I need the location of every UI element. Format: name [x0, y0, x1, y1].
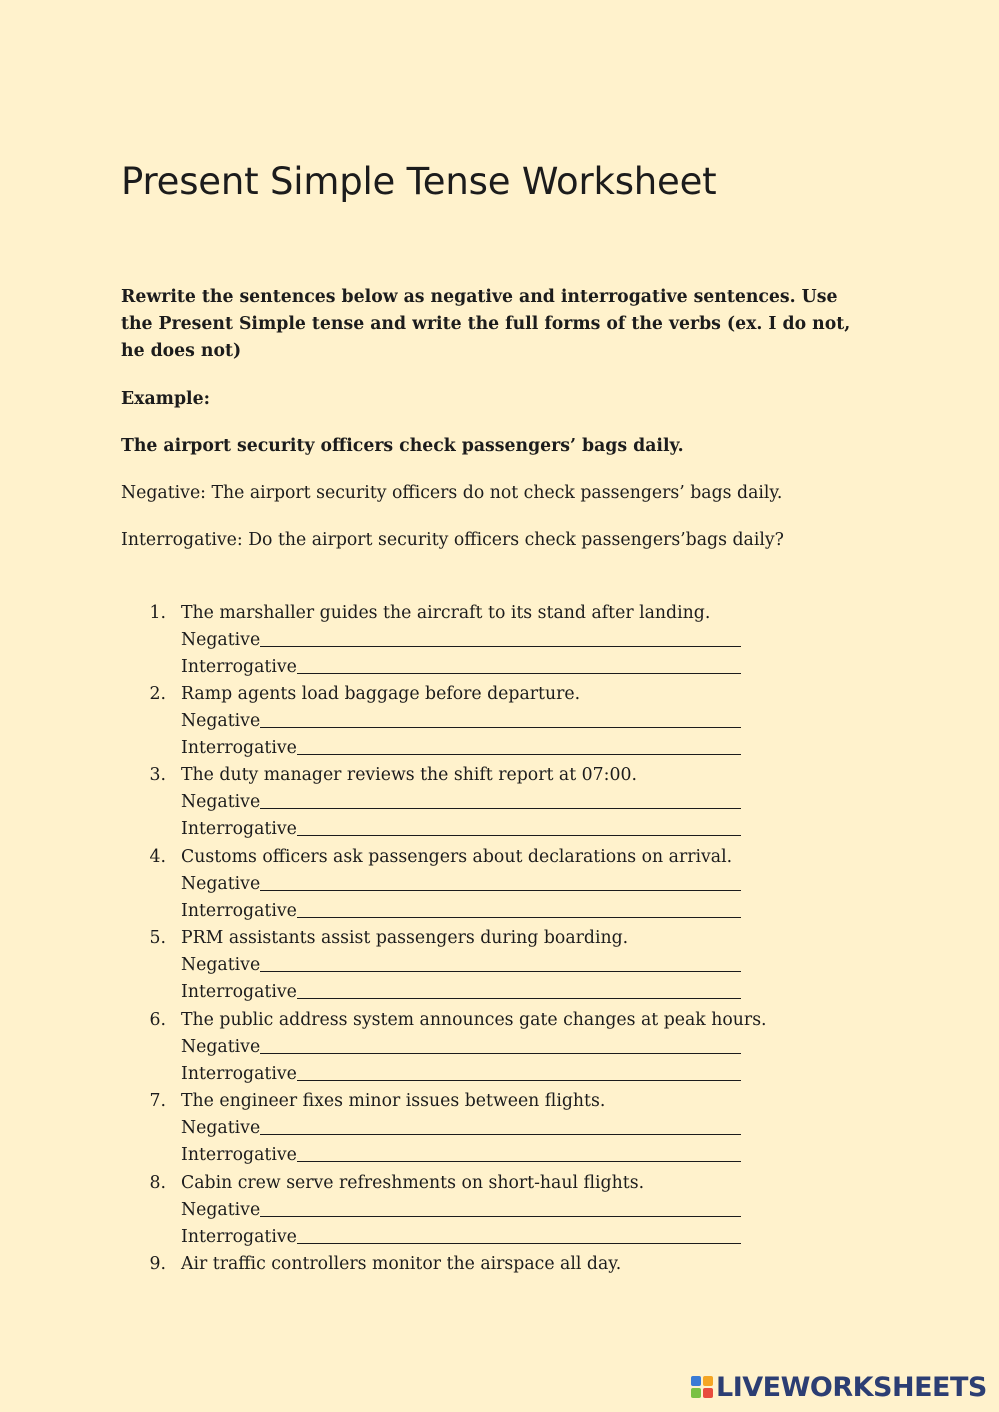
negative-answer-field[interactable]: Negative [181, 1034, 741, 1061]
interrogative-answer-field[interactable]: Interrogative [181, 1224, 741, 1251]
interrogative-answer-field[interactable]: Interrogative [181, 1061, 741, 1088]
question-number: 9. [149, 1254, 166, 1274]
question-number: 6. [149, 1010, 166, 1030]
logo-square-icon [703, 1388, 713, 1398]
question-text: The public address system announces gate changes at peak hours. [181, 1010, 767, 1030]
interrogative-answer-field[interactable]: Interrogative [181, 898, 741, 925]
interrogative-answer-field[interactable]: Interrogative [181, 816, 741, 843]
logo-mark-icon [691, 1376, 713, 1398]
question-number: 5. [149, 928, 166, 948]
logo-square-icon [691, 1376, 701, 1386]
interrogative-answer-field[interactable]: Interrogative [181, 1142, 741, 1169]
negative-answer-field[interactable]: Negative [181, 708, 741, 735]
liveworksheets-logo [691, 1373, 987, 1401]
example-negative: Negative: The airport security officers do not check passengers’ bags daily. [121, 483, 783, 503]
question-text: The engineer fixes minor issues between flights. [181, 1091, 606, 1111]
question-text: Air traffic controllers monitor the airspace all day. [181, 1254, 622, 1274]
interrogative-answer-field[interactable]: Interrogative [181, 735, 741, 762]
example-interrogative: Interrogative: Do the airport security officers check passengers’bags daily? [121, 530, 784, 550]
question-number: 8. [149, 1173, 166, 1193]
question-text: Customs officers ask passengers about declarations on arrival. [181, 847, 733, 867]
negative-answer-field[interactable]: Negative [181, 627, 741, 654]
question-text: The duty manager reviews the shift report at 07:00. [181, 765, 637, 785]
page-title: Present Simple Tense Worksheet [121, 160, 717, 203]
negative-answer-field[interactable]: Negative [181, 1115, 741, 1142]
question-number: 3. [149, 765, 166, 785]
question-text: Ramp agents load baggage before departure. [181, 684, 581, 704]
interrogative-answer-field[interactable]: Interrogative [181, 979, 741, 1006]
logo-square-icon [691, 1388, 701, 1398]
question-text: Cabin crew serve refreshments on short-haul flights. [181, 1173, 645, 1193]
negative-answer-field[interactable]: Negative [181, 789, 741, 816]
question-number: 7. [149, 1091, 166, 1111]
example-heading: Example: [121, 389, 210, 409]
instructions: Rewrite the sentences below as negative and interrogative sentences. Use the Present Simple tense and write the full forms of the verbs (ex. I do not, he does not) [121, 287, 851, 361]
negative-answer-field[interactable]: Negative [181, 1197, 741, 1224]
logo-square-icon [703, 1376, 713, 1386]
question-text: The marshaller guides the aircraft to its stand after landing. [181, 603, 711, 623]
logo-wordmark: LIVEWORKSHEETS [716, 1371, 987, 1403]
question-text: PRM assistants assist passengers during boarding. [181, 928, 629, 948]
question-number: 2. [149, 684, 166, 704]
example-sentence: The airport security officers check passengers’ bags daily. [121, 436, 684, 456]
question-number: 4. [149, 847, 166, 867]
negative-answer-field[interactable]: Negative [181, 871, 741, 898]
interrogative-answer-field[interactable]: Interrogative [181, 654, 741, 681]
negative-answer-field[interactable]: Negative [181, 952, 741, 979]
question-number: 1. [149, 603, 166, 623]
